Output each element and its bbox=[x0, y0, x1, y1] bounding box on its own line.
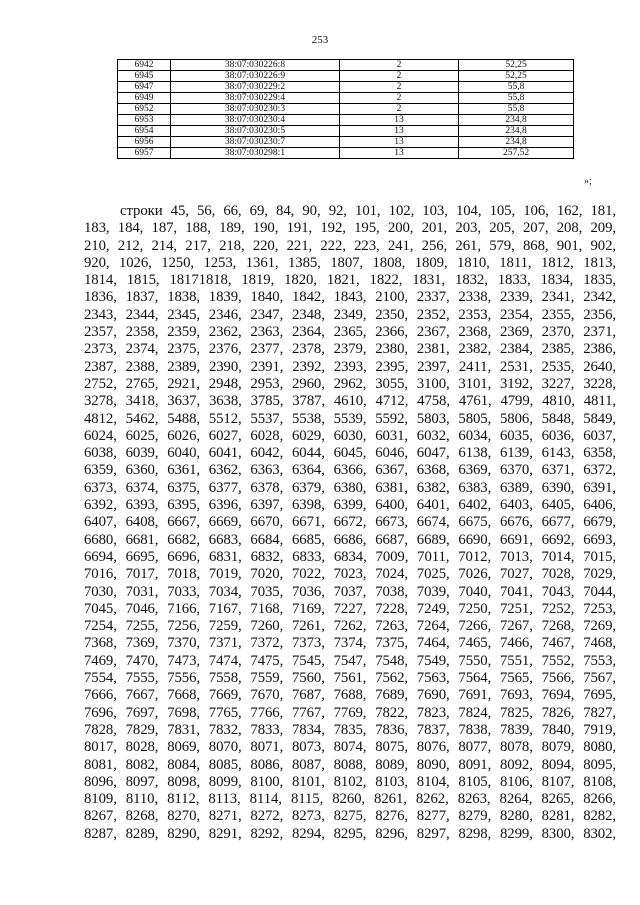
cadastral-number-cell: 38:07:030230:4 bbox=[171, 115, 340, 126]
cadastral-number-cell: 38:07:030229:2 bbox=[171, 82, 340, 93]
paragraph-line: 1836, 1837, 1838, 1839, 1840, 1842, 1843, 2100, 2337, 2338, 2339, 2341, 2342, bbox=[84, 289, 616, 306]
count-cell: 2 bbox=[340, 93, 459, 104]
table-row bbox=[118, 82, 574, 93]
cadastral-number-cell: 38:07:030229:4 bbox=[171, 93, 340, 104]
count-cell: 2 bbox=[340, 82, 459, 93]
paragraph-line: 6392, 6393, 6395, 6396, 6397, 6398, 6399, 6400, 6401, 6402, 6403, 6405, 6406, bbox=[84, 497, 616, 514]
area-cell: 52,25 bbox=[459, 60, 574, 71]
paragraph-line: строки 45, 56, 66, 69, 84, 90, 92, 101, 102, 103, 104, 105, 106, 162, 181, bbox=[120, 203, 616, 219]
cadastral-number-cell: 38:07:030298:1 bbox=[171, 148, 340, 159]
paragraph-line: 210, 212, 214, 217, 218, 220, 221, 222, 223, 241, 256, 261, 579, 868, 901, 902, bbox=[84, 237, 616, 254]
paragraph-line: 7828, 7829, 7831, 7832, 7833, 7834, 7835, 7836, 7837, 7838, 7839, 7840, 7919, bbox=[84, 721, 616, 738]
paragraph-line: 7030, 7031, 7033, 7034, 7035, 7036, 7037, 7038, 7039, 7040, 7041, 7043, 7044, bbox=[84, 583, 616, 600]
paragraph-line: 4812, 5462, 5488, 5512, 5537, 5538, 5539, 5592, 5803, 5805, 5806, 5848, 5849, bbox=[84, 410, 616, 427]
paragraph-line: 8096, 8097, 8098, 8099, 8100, 8101, 8102, 8103, 8104, 8105, 8106, 8107, 8108, bbox=[84, 773, 616, 790]
paragraph-line: 7016, 7017, 7018, 7019, 7020, 7022, 7023, 7024, 7025, 7026, 7027, 7028, 7029, bbox=[84, 566, 616, 583]
paragraph-line: 7254, 7255, 7256, 7259, 7260, 7261, 7262, 7263, 7264, 7266, 7267, 7268, 7269, bbox=[84, 618, 616, 635]
paragraph-line: 183, 184, 187, 188, 189, 190, 191, 192, 195, 200, 201, 203, 205, 207, 208, 209, bbox=[84, 220, 616, 237]
row-number-cell: 6945 bbox=[118, 71, 171, 82]
paragraph-line: 3278, 3418, 3637, 3638, 3785, 3787, 4610, 4712, 4758, 4761, 4799, 4810, 4811, bbox=[84, 393, 616, 410]
row-numbers-paragraph bbox=[84, 203, 616, 843]
paragraph-line: 8081, 8082, 8084, 8085, 8086, 8087, 8088, 8089, 8090, 8091, 8092, 8094, 8095, bbox=[84, 756, 616, 773]
table-row bbox=[118, 126, 574, 137]
paragraph-line: 7469, 7470, 7473, 7474, 7475, 7545, 7547, 7548, 7549, 7550, 7551, 7552, 7553, bbox=[84, 652, 616, 669]
cadastral-number-cell: 38:07:030230:3 bbox=[171, 104, 340, 115]
table-row bbox=[118, 93, 574, 104]
row-number-cell: 6949 bbox=[118, 93, 171, 104]
area-cell: 234,8 bbox=[459, 137, 574, 148]
count-cell: 2 bbox=[340, 60, 459, 71]
paragraph-line: 2343, 2344, 2345, 2346, 2347, 2348, 2349, 2350, 2352, 2353, 2354, 2355, 2356, bbox=[84, 306, 616, 323]
area-cell: 55,8 bbox=[459, 82, 574, 93]
paragraph-line: 6038, 6039, 6040, 6041, 6042, 6044, 6045, 6046, 6047, 6138, 6139, 6143, 6358, bbox=[84, 445, 616, 462]
count-cell: 2 bbox=[340, 71, 459, 82]
table-row bbox=[118, 60, 574, 71]
paragraph-line: 6694, 6695, 6696, 6831, 6832, 6833, 6834, 7009, 7011, 7012, 7013, 7014, 7015, bbox=[84, 548, 616, 565]
count-cell: 13 bbox=[340, 137, 459, 148]
area-cell: 55,8 bbox=[459, 104, 574, 115]
table-row bbox=[118, 148, 574, 159]
area-cell: 234,8 bbox=[459, 115, 574, 126]
row-number-cell: 6956 bbox=[118, 137, 171, 148]
row-number-cell: 6952 bbox=[118, 104, 171, 115]
count-cell: 13 bbox=[340, 148, 459, 159]
area-cell: 257,52 bbox=[459, 148, 574, 159]
paragraph-line: 7696, 7697, 7698, 7765, 7766, 7767, 7769, 7822, 7823, 7824, 7825, 7826, 7827, bbox=[84, 704, 616, 721]
row-number-cell: 6953 bbox=[118, 115, 171, 126]
paragraph-line: 6680, 6681, 6682, 6683, 6684, 6685, 6686, 6687, 6689, 6690, 6691, 6692, 6693, bbox=[84, 531, 616, 548]
paragraph-line: 8109, 8110, 8112, 8113, 8114, 8115, 8260, 8261, 8262, 8263, 8264, 8265, 8266, bbox=[84, 791, 616, 808]
paragraph-line: 920, 1026, 1250, 1253, 1361, 1385, 1807, 1808, 1809, 1810, 1811, 1812, 1813, bbox=[84, 254, 616, 271]
table-row bbox=[118, 115, 574, 126]
cadastral-number-cell: 38:07:030230:5 bbox=[171, 126, 340, 137]
paragraph-line: 2752, 2765, 2921, 2948, 2953, 2960, 2962, 3055, 3100, 3101, 3192, 3227, 3228, bbox=[84, 375, 616, 392]
paragraph-line: 8017, 8028, 8069, 8070, 8071, 8073, 8074, 8075, 8076, 8077, 8078, 8079, 8080, bbox=[84, 739, 616, 756]
data-table-container bbox=[117, 59, 574, 159]
paragraph-line: 6024, 6025, 6026, 6027, 6028, 6029, 6030, 6031, 6032, 6034, 6035, 6036, 6037, bbox=[84, 427, 616, 444]
paragraph-line: 7666, 7667, 7668, 7669, 7670, 7687, 7688, 7689, 7690, 7691, 7693, 7694, 7695, bbox=[84, 687, 616, 704]
paragraph-line: 7045, 7046, 7166, 7167, 7168, 7169, 7227, 7228, 7249, 7250, 7251, 7252, 7253, bbox=[84, 600, 616, 617]
paragraph-line: 1814, 1815, 18171818, 1819, 1820, 1821, 1822, 1831, 1832, 1833, 1834, 1835, bbox=[84, 272, 616, 289]
cadastral-number-cell: 38:07:030226:9 bbox=[171, 71, 340, 82]
row-number-cell: 6957 bbox=[118, 148, 171, 159]
paragraph-line: 2357, 2358, 2359, 2362, 2363, 2364, 2365, 2366, 2367, 2368, 2369, 2370, 2371, bbox=[84, 324, 616, 341]
area-cell: 52,25 bbox=[459, 71, 574, 82]
table-row bbox=[118, 137, 574, 148]
area-cell: 234,8 bbox=[459, 126, 574, 137]
row-number-cell: 6947 bbox=[118, 82, 171, 93]
row-number-cell: 6954 bbox=[118, 126, 171, 137]
row-number-cell: 6942 bbox=[118, 60, 171, 71]
data-table-body bbox=[118, 60, 574, 159]
table-closing-mark: »; bbox=[584, 176, 592, 187]
area-cell: 55,8 bbox=[459, 93, 574, 104]
paragraph-line: 6407, 6408, 6667, 6669, 6670, 6671, 6672, 6673, 6674, 6675, 6676, 6677, 6679, bbox=[84, 514, 616, 531]
data-table bbox=[117, 59, 574, 159]
count-cell: 13 bbox=[340, 115, 459, 126]
paragraph-line: 2373, 2374, 2375, 2376, 2377, 2378, 2379, 2380, 2381, 2382, 2384, 2385, 2386, bbox=[84, 341, 616, 358]
page-number: 253 bbox=[311, 34, 329, 46]
cadastral-number-cell: 38:07:030226:8 bbox=[171, 60, 340, 71]
paragraph-line: 6359, 6360, 6361, 6362, 6363, 6364, 6366, 6367, 6368, 6369, 6370, 6371, 6372, bbox=[84, 462, 616, 479]
paragraph-line: 6373, 6374, 6375, 6377, 6378, 6379, 6380, 6381, 6382, 6383, 6389, 6390, 6391, bbox=[84, 479, 616, 496]
paragraph-line: 8287, 8289, 8290, 8291, 8292, 8294, 8295, 8296, 8297, 8298, 8299, 8300, 8302, bbox=[84, 825, 616, 842]
count-cell: 2 bbox=[340, 104, 459, 115]
paragraph-line: 7554, 7555, 7556, 7558, 7559, 7560, 7561, 7562, 7563, 7564, 7565, 7566, 7567, bbox=[84, 670, 616, 687]
paragraph-line: 8267, 8268, 8270, 8271, 8272, 8273, 8275, 8276, 8277, 8279, 8280, 8281, 8282, bbox=[84, 808, 616, 825]
paragraph-line: 7368, 7369, 7370, 7371, 7372, 7373, 7374, 7375, 7464, 7465, 7466, 7467, 7468, bbox=[84, 635, 616, 652]
count-cell: 13 bbox=[340, 126, 459, 137]
table-row bbox=[118, 71, 574, 82]
table-row bbox=[118, 104, 574, 115]
paragraph-line: 2387, 2388, 2389, 2390, 2391, 2392, 2393, 2395, 2397, 2411, 2531, 2535, 2640, bbox=[84, 358, 616, 375]
cadastral-number-cell: 38:07:030230:7 bbox=[171, 137, 340, 148]
